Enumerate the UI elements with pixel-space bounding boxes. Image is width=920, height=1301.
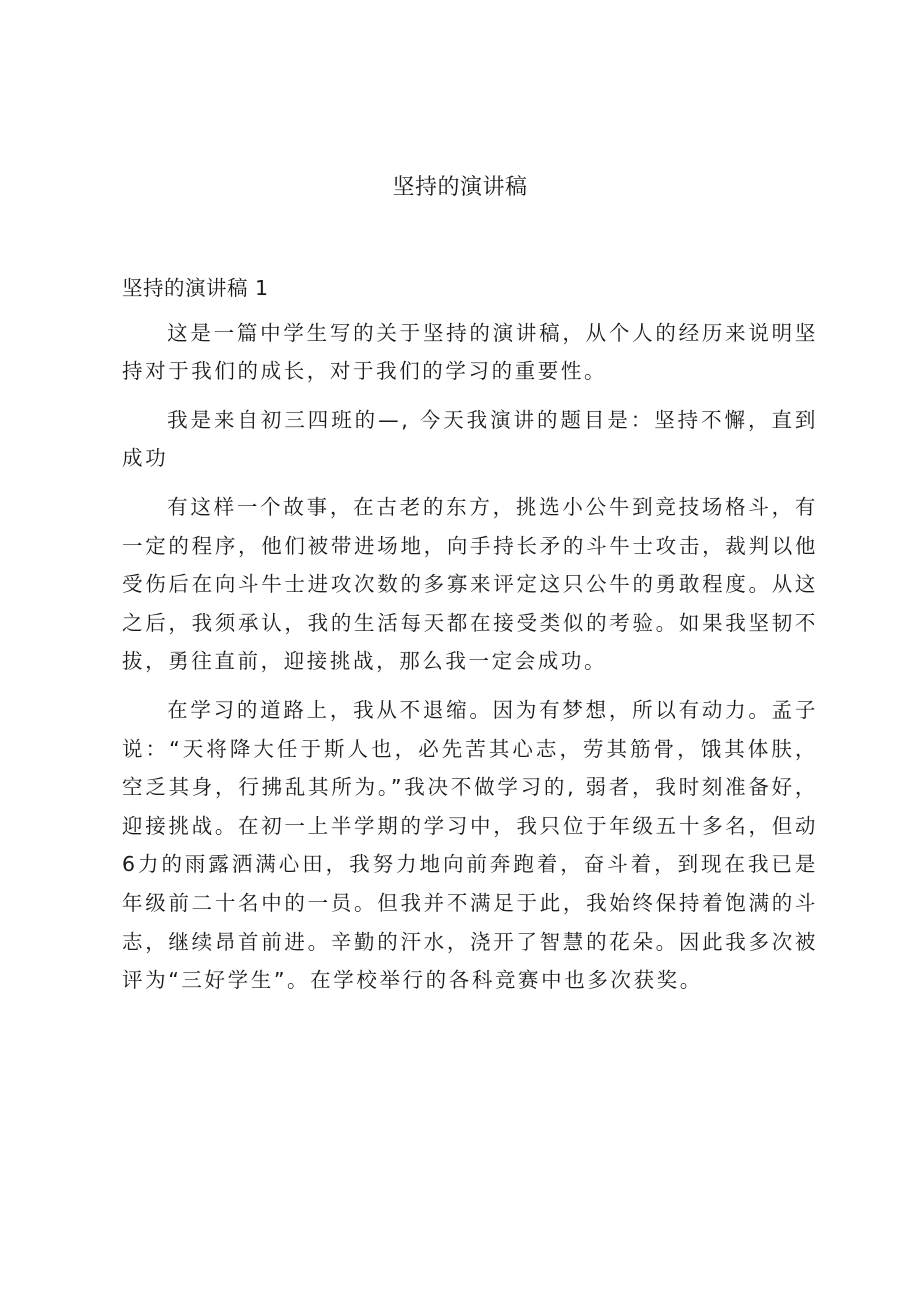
section-heading: 坚持的演讲稿 1 [122, 276, 269, 300]
paragraph-story: 有这样一个故事，在古老的东方，挑选小公牛到竞技场格斗，有一定的程序，他们被带进场地，向手持长矛的斗牛士攻击，裁判以他受伤后在向斗牛士进攻次数的多寡来评定这只公牛的勇敢程度。从这之后，我须承认，我的生活每天都在接受类似的考验。如果我坚韧不拔，勇往直前，迎接挑战，那么我一定会成功。 [122, 494, 818, 674]
document-title: 坚持的演讲稿 [392, 175, 528, 200]
document-body [122, 269, 818, 1010]
paragraph-intro: 这是一篇中学生写的关于坚持的演讲稿，从个人的经历来说明坚持对于我们的成长，对于我们的学习的重要性。 [122, 320, 818, 384]
paragraph-speech-topic: 我是来自初三四班的—, 今天我演讲的题目是：坚持不懈，直到成功 [122, 407, 818, 471]
paragraph-study: 在学习的道路上，我从不退缩。因为有梦想，所以有动力。孟子说：“天将降大任于斯人也，必先苦其心志，劳其筋骨，饿其体肤，空乏其身，行拂乱其所为。”我决不做学习的, 弱者，我时刻准备好，迎接挑战。在初一上半学期的学习中，我只位于年级五十多名，但动6力的雨露洒满心田，我努力地向前奔跑着，奋斗着，到现在我已是年级前二十名中的一员。但我并不满足于此，我始终保持着饱满的斗志，继续昂首前进。辛勤的汗水，浇开了智慧的花朵。因此我多次被评为“三好学生”。在学校举行的各科竞赛中也多次获奖。 [122, 697, 818, 993]
